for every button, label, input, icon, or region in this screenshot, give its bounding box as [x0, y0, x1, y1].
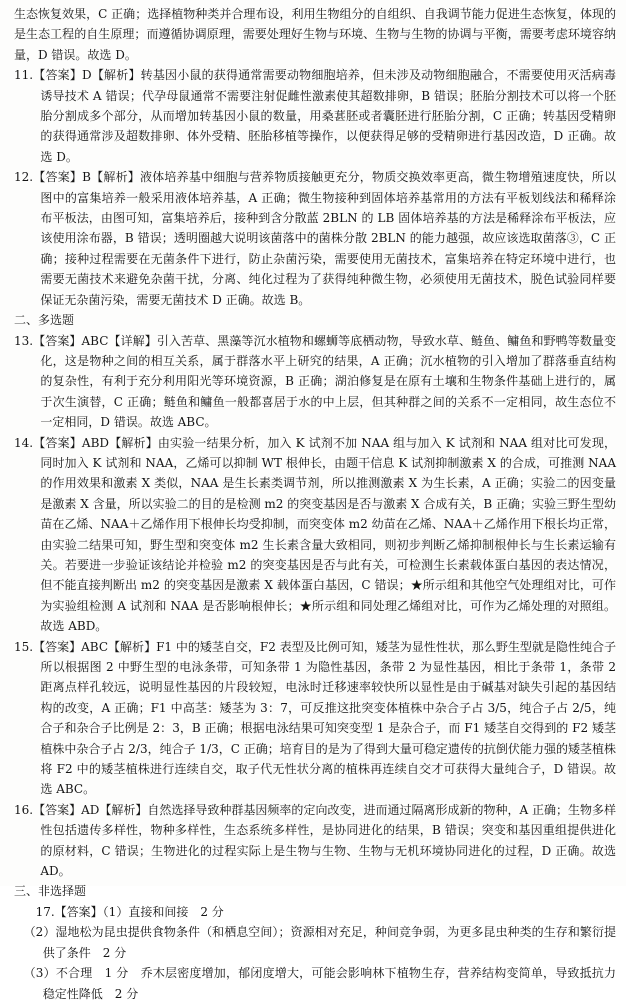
- paragraph-q17-part2: （2）湿地松为昆虫提供食物条件（和栖息空间）；资源相对充足，种间竞争弱，为更多昆虫种类的生存和繁衍提供了条件 2 分: [23, 925, 616, 960]
- paragraph-q17-part3: （3）不合理 1 分 乔木层密度增加，郁闭度增大，可能会影响林下植物生存，营养结构变简单，导致抵抗力稳定性降低 2 分: [23, 966, 616, 1001]
- paragraph-q11: 11.【答案】D【解析】转基因小鼠的获得通常需要动物细胞培养，但未涉及动物细胞融合，不需要使用灭活病毒诱导技术 A 错误；代孕母鼠通常不需要注射促雌性激素使其超数排卵，B 错误；胚胎分割技术可以将一个胚胎分割成多个部分，从而增加转基因小鼠的数量，用桑葚胚或者囊胚进行胚胎分割，C 正确；转基因受精卵的获得通常涉及超数排卵、体外受精、胚胎移植等操作，以便获得足够的受精卵进行基因改造，D 正确。故选 D。: [14, 68, 616, 164]
- paragraph-q16: 16.【答案】AD【解析】自然选择导致种群基因频率的定向改变，进而通过隔离形成新的物种，A 正确；生物多样性包括遗传多样性，物种多样性，生态系统多样性，是协同进化的结果，B 错误；突变和基因重组提供进化的原材料，C 错误；生物进化的过程实际上是生物与生物、生物与无机环境协同进化的过程，D 正确。故选 AD。: [14, 802, 616, 879]
- paragraph-q13: 13.【答案】ABC【详解】引入苦草、黑藻等沉水植物和螺蛳等底栖动物，导致水草、鲢鱼、鳙鱼和野鸭等数量变化，这是物种之间的相互关系，属于群落水平上研究的结果，A 正确；沉水植物的引入增加了群落垂直结构的复杂性，有利于充分利用阳光等环境资源，B 正确；湖泊修复是在原有土壤和生物条件基础上进行的，属于次生演替，C 正确；鲢鱼和鳙鱼一般都喜居于水的中上层，但其种群之间的关系不一定相同，故生态位不一定相同，D 错误。故选 ABC。: [14, 333, 616, 430]
- paragraph-q14: 14.【答案】ABD【解析】由实验一结果分析，加入 K 试剂不加 NAA 组与加入 K 试剂和 NAA 组对比可发现，同时加入 K 试剂和 NAA，乙烯可以抑制 WT 根伸长，由题干信息 K 试剂抑制激素 X 的合成，可推测 NAA 的作用效果和激素 X 类似，NAA 是生长素类调节剂，所以推测激素 X 为生长素，A 正确；实验二的因变量是激素 X 含量，所以实验二的目的是检测 m2 的突变基因是否与激素 X 合成有关，B 正确；实验三野生型幼苗在乙烯、NAA＋乙烯作用下根伸长均受抑制，而突变体 m2 幼苗在乙烯、NAA＋乙烯作用下根长均正常，由实验二结果可知，野生型和突变体 m2 生长素含量大致相同，则初步判断乙烯抑制根伸长与生长素运输有关。若要进一步验证该结论并检验 m2 的突变基因是否与此有关，可检测生长素载体蛋白基因的表达情况，但不能直接判断出 m2 的突变基因是激素 X 载体蛋白基因，C 错误；★所示组和其他空气处理组对比，可作为实验组检测 A 试剂和 NAA 是否影响根伸长；★所示组和同处理乙烯组对比，可作为乙烯处理的对照组。故选 ABD。: [14, 435, 617, 634]
- paragraph-q12: 12.【答案】B【解析】液体培养基中细胞与营养物质接触更充分，物质交换效率更高，微生物增殖速度快，所以图中的富集培养一般采用液体培养基，A 正确；微生物接种到固体培养基常用的方法有平板划线法和稀释涂布平板法，由图可知，富集培养后，接种到含分散蓝 2BLN 的 LB 固体培养基的方法是稀释涂布平板法，应该使用涂布器，B 错误；透明圈越大说明该菌落中的菌株分散 2BLN 的能力越强，故应该选取菌落③，C 正确；接种过程需要在无菌条件下进行，防止杂菌污染，需要使用无菌技术，富集培养在特定环境中进行，也需要无菌技术来避免杂菌干扰，分离、纯化过程为了获得纯种微生物，必须使用无菌技术，脱色试验同样要保证无杂菌污染，需要无菌技术 D 正确。故选 B。: [14, 170, 616, 307]
- paragraph-q17-answer: 17.【答案】（1）直接和间接 2 分: [35, 904, 224, 919]
- section-heading-multiple-choice: 二、多选题: [14, 313, 75, 328]
- section-heading-non-choice: 三、非选择题: [14, 884, 87, 899]
- paragraph-q10-continued: 生态恢复效果，C 正确；选择植物种类并合理布设，利用生物组分的自组织、自我调节能力促进生态恢复，体现的是生态工程的自生原理；而遵循协调原理，需要处理好生物与环境、生物与生物的协调与平衡，需要考虑环境容纳量，D 错误。故选 D。: [14, 7, 616, 62]
- paragraph-q15: 15.【答案】ABC【解析】F1 中的矮茎自交，F2 表型及比例可知，矮茎为显性性状，那么野生型就是隐性纯合子所以根据图 2 中野生型的电泳条带，可知条带 1 为隐性基因，条带 2 为显性基因，相比于条带 1，条带 2 距离点样孔较远，说明显性基因的片段较短，电泳时迁移速率较快所以显性是由于碱基对缺失引起的基因结构的改变，A 正确；F1 中高茎：矮茎为 3：7，可反推这批突变体植株中杂合子占 3/5，纯合子占 2/5，纯合子和杂合子比例是 2：3，B 正确；根据电泳结果可知突变型 1 是杂合子，而 F1 矮茎自交得到的 F2 矮茎植株中杂合子占 2/3，纯合子 1/3，C 正确；培育目的是为了得到大量可稳定遗传的抗倒伏能力强的矮茎植株将 F2 中的矮茎植株进行连续自交，取子代无性状分离的植株再连续自交才可获得大量纯合子，D 错误。故选 ABC。: [14, 639, 616, 797]
